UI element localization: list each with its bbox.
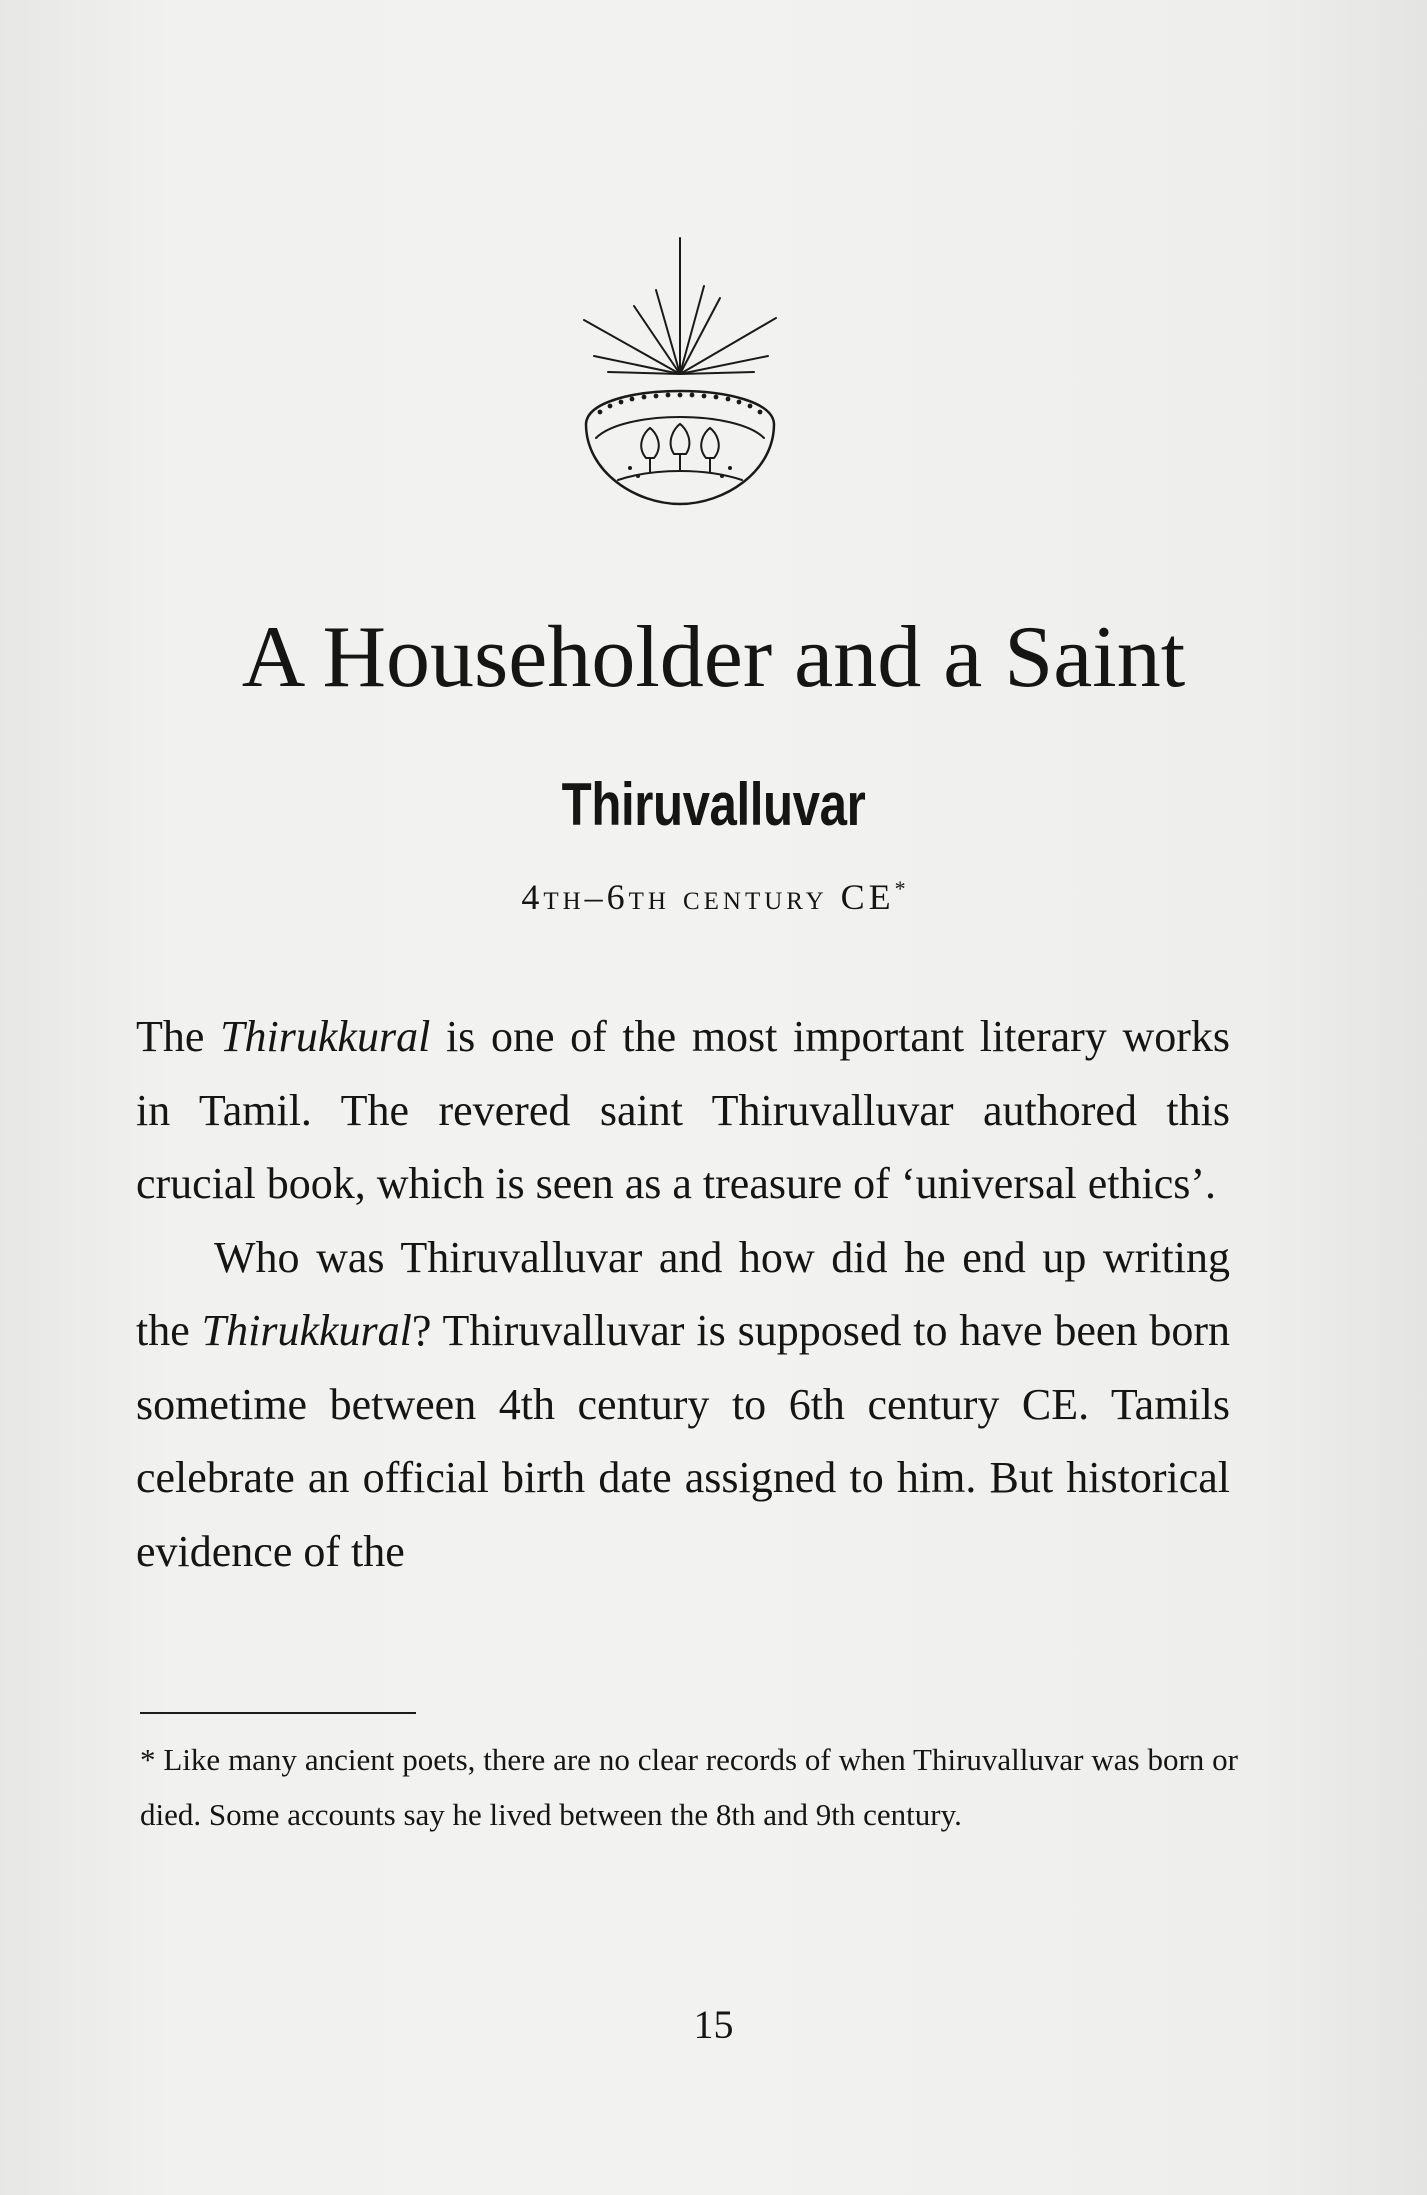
era-text: 4th–6th century CE: [521, 877, 895, 917]
paragraph-1-book-title: Thirukkural: [220, 1012, 431, 1061]
page-number: 15: [693, 2002, 734, 2047]
paragraph-1-text-b: is one of the most important literary works in Tamil. The revered saint Thiruvalluvar authored this crucial book, which is seen as a treasure of ‘universal ethics’.: [136, 1012, 1231, 1208]
chapter-title: A Householder and a Saint: [241, 609, 1186, 706]
footnote: * Like many ancient poets, there are no clear records of when Thiruvalluvar was born or died. Some accounts say he lived between the 8th and 9th century.: [140, 1742, 1238, 1832]
paragraph-2-text-a: Who was Thiruvalluvar and how did he end up writing the: [136, 1232, 1230, 1355]
paragraph-2-text-b: ? Thiruvalluvar is supposed to have been born sometime between 4th century to 6th century CE. Tamils celebrate an official birth date assigned to him. But historical evidence of the: [136, 1306, 1231, 1576]
body-text: [136, 1000, 1230, 1588]
paragraph-2-book-title: Thirukkural: [201, 1306, 412, 1355]
sunburst-bowl-ornament-icon: [574, 232, 786, 522]
chapter-subtitle: Thiruvalluvar: [561, 771, 866, 838]
footnote-divider: [140, 1712, 416, 1714]
footnote-marker: *: [894, 876, 906, 901]
paragraph-1-text-a: The: [136, 1012, 221, 1061]
paragraph-2: [136, 1221, 1230, 1589]
chapter-era: [0, 866, 1427, 920]
paragraph-1: [136, 1000, 1230, 1221]
